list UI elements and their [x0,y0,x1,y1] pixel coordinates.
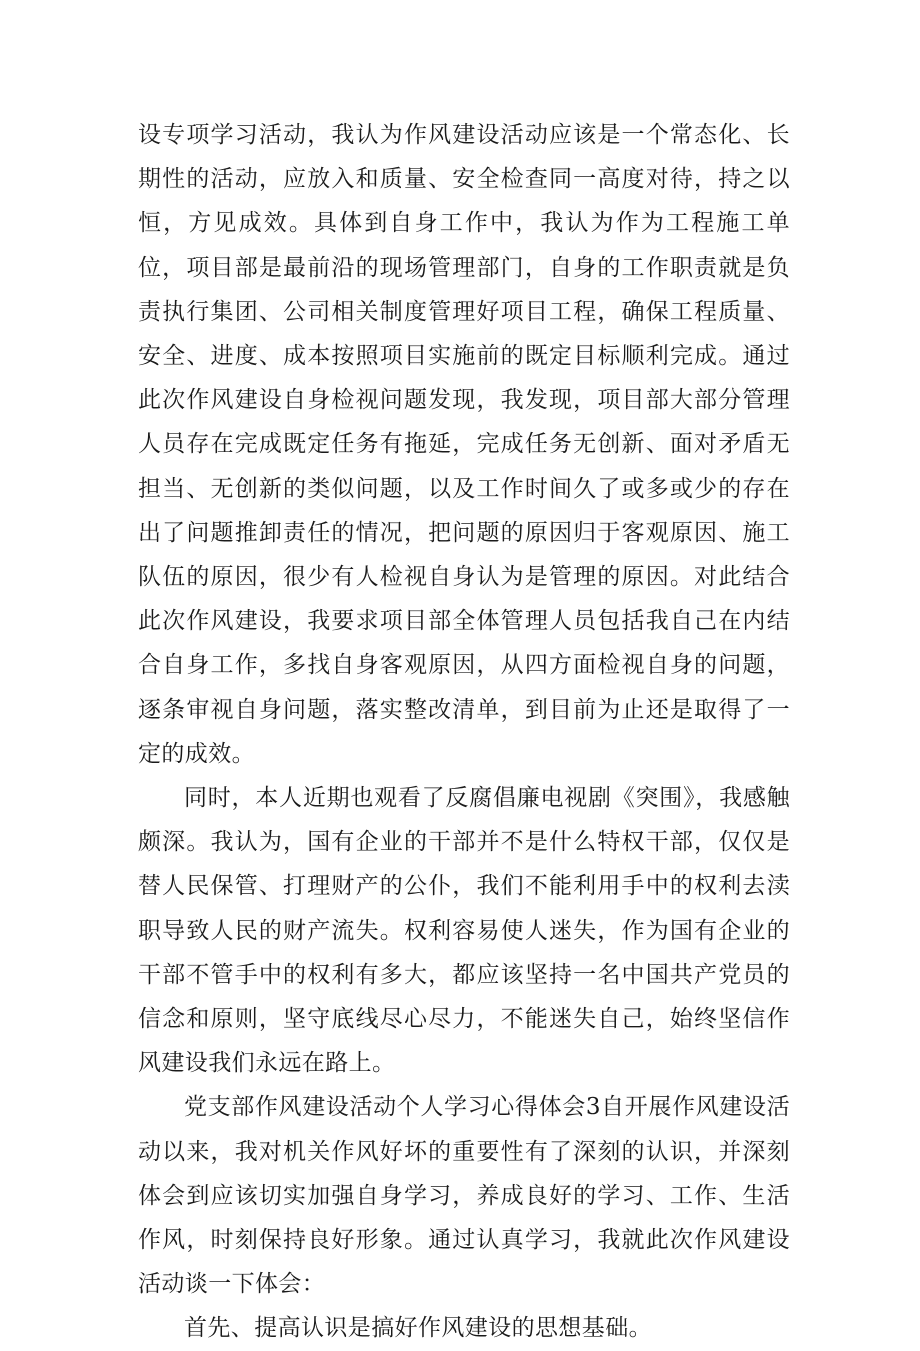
paragraph-first-point: 首先、提高认识是搞好作风建设的思想基础。 [184,1315,652,1342]
document-body [138,113,790,1351]
paragraph-study-experience-3: 党支部作风建设活动个人学习心得体会3自开展作风建设活动以来，我对机关作风好坏的重要性有了深刻的认识，并深刻体会到应该切实加强自身学习，养成良好的学习、工作、生活作风，时刻保持良好形象。通过认真学习，我就此次作风建设活动谈一下体会： [138,1094,790,1298]
paragraph-continuation: 设专项学习活动，我认为作风建设活动应该是一个常态化、长期性的活动，应放入和质量、安全检查同一高度对待，持之以恒，方见成效。具体到自身工作中，我认为作为工程施工单位，项目部是最前沿的现场管理部门，自身的工作职责就是负责执行集团、公司相关制度管理好项目工程，确保工程质量、安全、进度、成本按照项目实施前的既定目标顺利完成。通过此次作风建设自身检视问题发现，我发现，项目部大部分管理人员存在完成既定任务有拖延，完成任务无创新、面对矛盾无担当、无创新的类似问题，以及工作时间久了或多或少的存在出了问题推卸责任的情况，把问题的原因归于客观原因、施工队伍的原因，很少有人检视自身认为是管理的原因。对此结合此次作风建设，我要求项目部全体管理人员包括我自己在内结合自身工作，多找自身客观原因，从四方面检视自身的问题，逐条审视自身问题，落实整改清单，到目前为止还是取得了一定的成效。 [138,122,790,767]
paragraph-anti-corruption-drama: 同时，本人近期也观看了反腐倡廉电视剧《突围》，我感触颇深。我认为，国有企业的干部并不是什么特权干部，仅仅是替人民保管、打理财产的公仆，我们不能利用手中的权利去渎职导致人民的财产流失。权利容易使人迷失，作为国有企业的干部不管手中的权利有多大，都应该坚持一名中国共产党员的信念和原则，坚守底线尽心尽力，不能迷失自己，始终坚信作风建设我们永远在路上。 [138,785,790,1077]
